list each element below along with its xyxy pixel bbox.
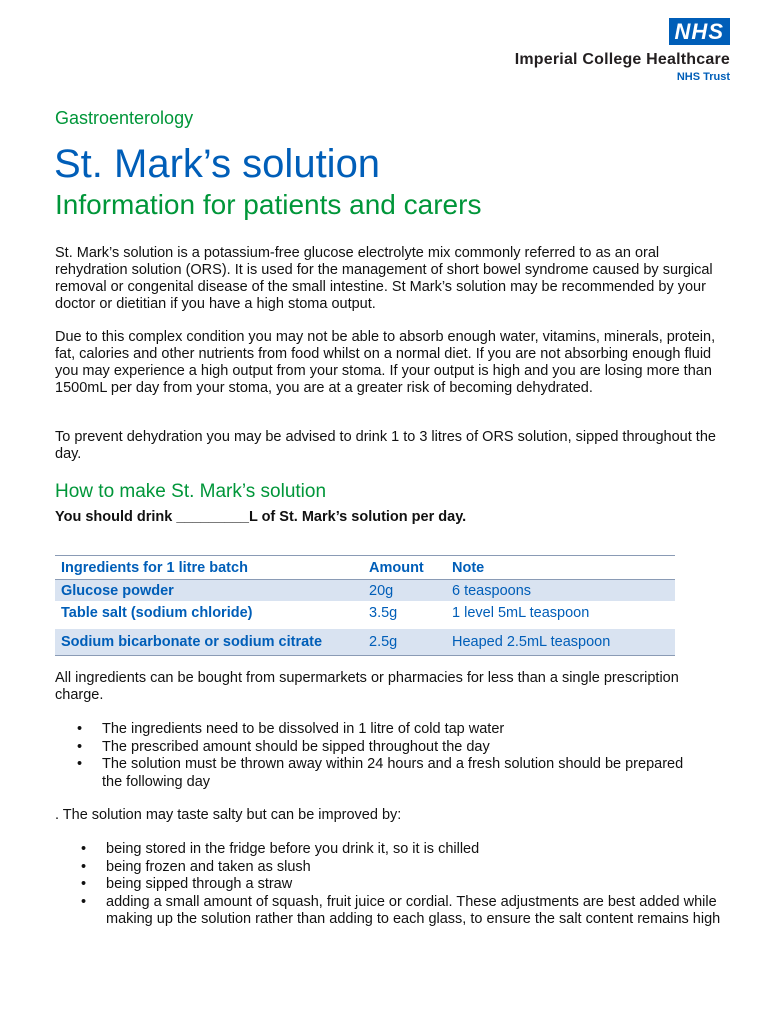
list-item: • being frozen and taken as slush <box>81 859 721 877</box>
list-item: • adding a small amount of squash, fruit juice or cordial. These adjustments are best added while making up the solution rather than adding to each glass, to ensure the salt content remains high <box>81 894 721 929</box>
table-header-row <box>55 556 675 580</box>
note-cell: Heaped 2.5mL teaspoon <box>446 627 675 656</box>
list-item: • being sipped through a straw <box>81 876 721 894</box>
ingredient-cell: Glucose powder <box>55 580 363 602</box>
taste-tips-list <box>81 841 721 929</box>
list-item: • The prescribed amount should be sipped throughout the day <box>77 739 697 757</box>
nhs-logo-badge: NHS <box>669 18 730 45</box>
table-row <box>55 580 675 602</box>
list-item: • being stored in the fridge before you drink it, so it is chilled <box>81 841 721 859</box>
ingredient-cell: Table salt (sodium chloride) <box>61 605 253 621</box>
availability-paragraph: All ingredients can be bought from supermarkets or pharmacies for less than a single prescription charge. <box>55 670 679 703</box>
note-cell: 6 teaspoons <box>446 580 675 602</box>
drink-amount-line: You should drink _________L of St. Mark’s solution per day. <box>55 509 467 525</box>
column-header: Amount <box>363 556 446 580</box>
taste-paragraph: . The solution may taste salty but can be improved by: <box>55 807 402 823</box>
list-item: • The solution must be thrown away within 24 hours and a fresh solution should be prepared the following day <box>77 756 697 791</box>
page-subtitle: Information for patients and carers <box>55 189 482 220</box>
org-name: Imperial College Healthcare <box>514 51 730 68</box>
ingredients-table <box>55 555 675 656</box>
nhs-logo <box>515 18 730 83</box>
table-row <box>55 601 675 627</box>
note-cell: 1 level 5mL teaspoon <box>452 605 590 621</box>
page-title: St. Mark’s solution <box>54 142 381 186</box>
column-header: Note <box>446 556 675 580</box>
preparation-list <box>77 721 697 791</box>
condition-paragraph: Due to this complex condition you may not be able to absorb enough water, vitamins, minerals, protein, fat, calories and other nutrients from food whilst on a normal diet. If you are not absorbing enough fluid you may experience a high output from your stoma. If your output is high and you are losing more than 1500mL per day from your stoma, you are at a greater risk of becoming dehydrated. <box>55 329 716 396</box>
department-label: Gastroenterology <box>55 108 194 128</box>
amount-cell: 20g <box>363 580 446 602</box>
list-item: • The ingredients need to be dissolved in 1 litre of cold tap water <box>77 721 697 739</box>
section-heading: How to make St. Mark’s solution <box>55 481 327 502</box>
intro-paragraph: St. Mark’s solution is a potassium-free glucose electrolyte mix commonly referred to as an oral rehydration solution (ORS). It is used for the management of short bowel syndrome caused by surgical removal or congenital disease of the small intestine. St Mark’s solution may be recommended by your doctor or dietitian if you have a high stoma output. <box>55 245 713 312</box>
ingredient-cell: Sodium bicarbonate or sodium citrate <box>55 627 363 656</box>
prevention-paragraph: To prevent dehydration you may be advised to drink 1 to 3 litres of ORS solution, sipped throughout the day. <box>55 429 716 462</box>
amount-cell: 2.5g <box>363 627 446 656</box>
table-row <box>55 627 675 656</box>
org-sub: NHS Trust <box>676 71 730 83</box>
column-header: Ingredients for 1 litre batch <box>55 556 363 580</box>
amount-cell: 3.5g <box>369 605 398 621</box>
